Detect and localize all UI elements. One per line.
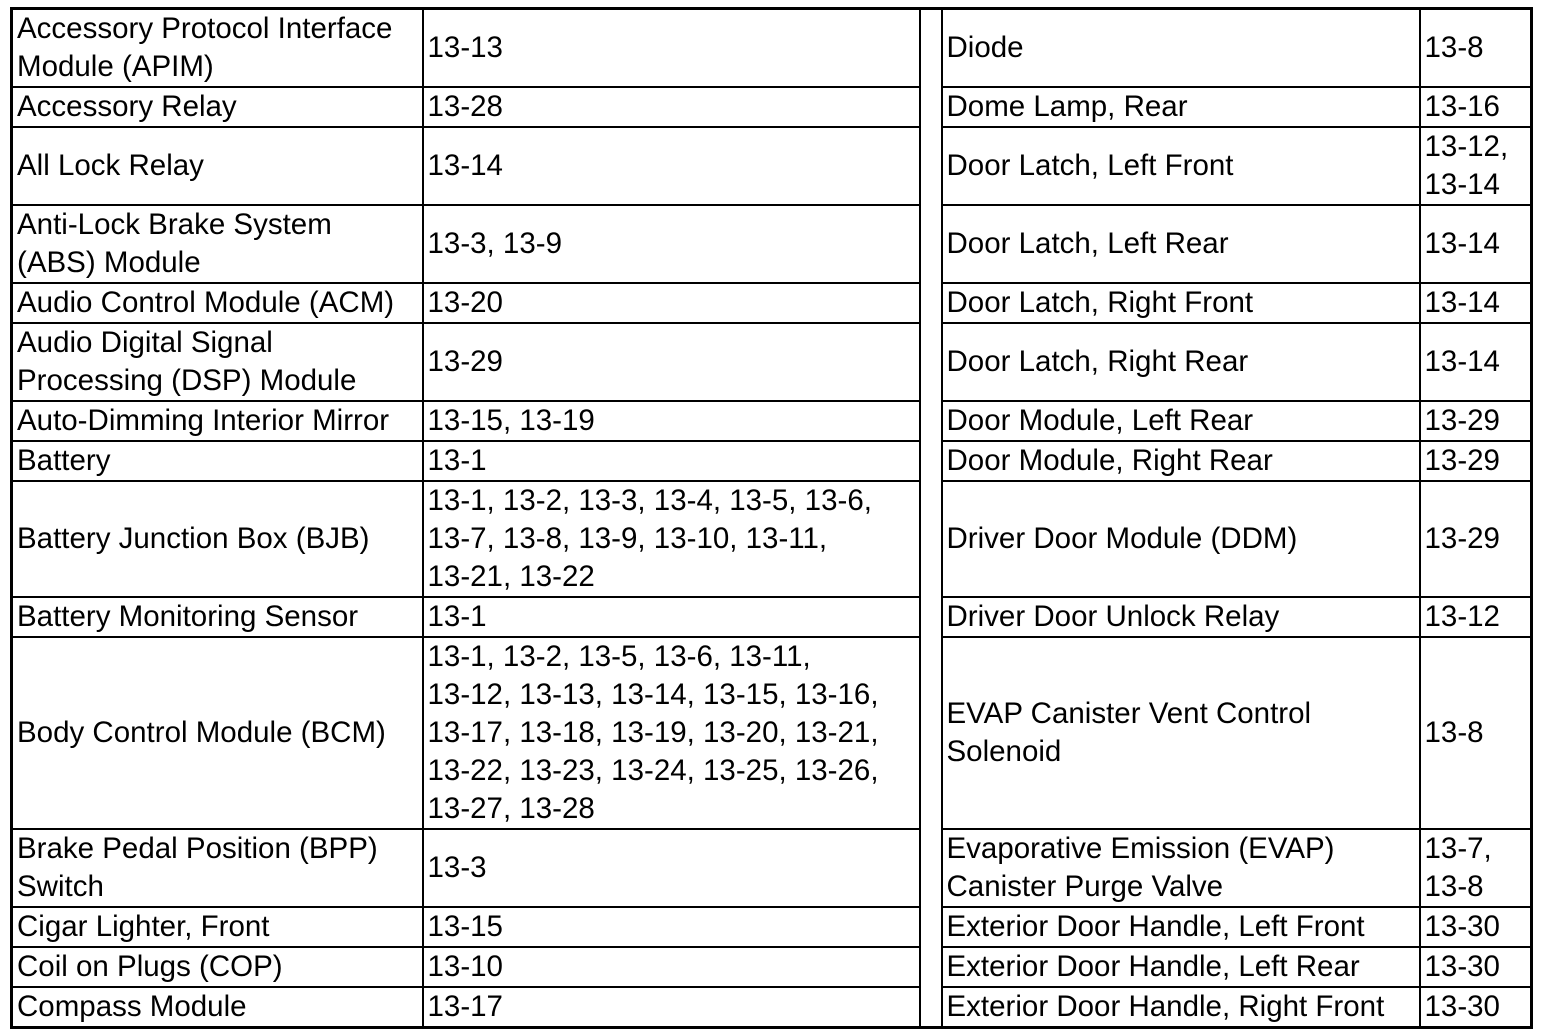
- component-name-cell: Evaporative Emission (EVAP) Canister Purge Valve: [942, 829, 1420, 907]
- component-name-cell: Auto-Dimming Interior Mirror: [12, 401, 423, 441]
- component-name-cell: All Lock Relay: [12, 127, 423, 205]
- page-reference-cell: 13-1: [423, 441, 920, 481]
- table-row: [12, 401, 1532, 441]
- page-reference-cell: 13-1: [423, 597, 920, 637]
- page-reference-cell: 13-28: [423, 87, 920, 127]
- column-gap: [920, 637, 942, 829]
- component-name-cell: Exterior Door Handle, Left Rear: [942, 947, 1420, 987]
- component-name-cell: Compass Module: [12, 987, 423, 1028]
- page-reference-cell: 13-29: [1420, 401, 1532, 441]
- table-row: [12, 481, 1532, 597]
- page-reference-cell: 13-20: [423, 283, 920, 323]
- page-reference-cell: 13-30: [1420, 987, 1532, 1028]
- column-gap: [920, 87, 942, 127]
- component-name-cell: Brake Pedal Position (BPP) Switch: [12, 829, 423, 907]
- column-gap: [920, 127, 942, 205]
- component-name-cell: Coil on Plugs (COP): [12, 947, 423, 987]
- component-name-cell: Cigar Lighter, Front: [12, 907, 423, 947]
- component-name-cell: EVAP Canister Vent Control Solenoid: [942, 637, 1420, 829]
- component-name-cell: Diode: [942, 9, 1420, 88]
- component-name-cell: Accessory Protocol Interface Module (APIM): [12, 9, 423, 88]
- page-reference-cell: 13-12: [1420, 597, 1532, 637]
- component-name-cell: Door Module, Left Rear: [942, 401, 1420, 441]
- page-reference-cell: 13-30: [1420, 907, 1532, 947]
- page-reference-cell: 13-14: [1420, 323, 1532, 401]
- component-name-cell: Driver Door Unlock Relay: [942, 597, 1420, 637]
- component-name-cell: Body Control Module (BCM): [12, 637, 423, 829]
- page-reference-cell: 13-7, 13-8: [1420, 829, 1532, 907]
- column-gap: [920, 987, 942, 1028]
- column-gap: [920, 829, 942, 907]
- column-gap: [920, 401, 942, 441]
- page-reference-cell: 13-30: [1420, 947, 1532, 987]
- table-row: [12, 9, 1532, 88]
- page-reference-cell: 13-14: [1420, 283, 1532, 323]
- page-reference-cell: 13-12, 13-14: [1420, 127, 1532, 205]
- column-gap: [920, 323, 942, 401]
- page-reference-cell: 13-10: [423, 947, 920, 987]
- page-reference-cell: 13-3: [423, 829, 920, 907]
- table-row: [12, 127, 1532, 205]
- component-name-cell: Door Latch, Right Front: [942, 283, 1420, 323]
- page-reference-cell: 13-14: [423, 127, 920, 205]
- table-row: [12, 323, 1532, 401]
- page-reference-cell: 13-13: [423, 9, 920, 88]
- page-reference-cell: 13-17: [423, 987, 920, 1028]
- component-name-cell: Anti-Lock Brake System (ABS) Module: [12, 205, 423, 283]
- component-location-index-table: [10, 7, 1533, 1029]
- component-name-cell: Battery: [12, 441, 423, 481]
- column-gap: [920, 481, 942, 597]
- column-gap: [920, 907, 942, 947]
- page-reference-cell: 13-3, 13-9: [423, 205, 920, 283]
- table-row: [12, 637, 1532, 829]
- page-reference-cell: 13-29: [1420, 481, 1532, 597]
- table-row: [12, 283, 1532, 323]
- component-name-cell: Audio Control Module (ACM): [12, 283, 423, 323]
- table-row: [12, 597, 1532, 637]
- column-gap: [920, 441, 942, 481]
- page-reference-cell: 13-16: [1420, 87, 1532, 127]
- column-gap: [920, 597, 942, 637]
- component-name-cell: Battery Monitoring Sensor: [12, 597, 423, 637]
- table-row: [12, 907, 1532, 947]
- component-name-cell: Exterior Door Handle, Left Front: [942, 907, 1420, 947]
- page-reference-cell: 13-15, 13-19: [423, 401, 920, 441]
- page-reference-cell: 13-8: [1420, 637, 1532, 829]
- component-name-cell: Audio Digital Signal Processing (DSP) Module: [12, 323, 423, 401]
- table-row: [12, 205, 1532, 283]
- page-reference-cell: 13-14: [1420, 205, 1532, 283]
- component-name-cell: Dome Lamp, Rear: [942, 87, 1420, 127]
- page-reference-cell: 13-29: [423, 323, 920, 401]
- column-gap: [920, 205, 942, 283]
- component-name-cell: Door Module, Right Rear: [942, 441, 1420, 481]
- index-table-body: [12, 9, 1532, 1028]
- page-reference-cell: 13-29: [1420, 441, 1532, 481]
- table-row: [12, 87, 1532, 127]
- component-name-cell: Battery Junction Box (BJB): [12, 481, 423, 597]
- component-name-cell: Door Latch, Left Front: [942, 127, 1420, 205]
- page-reference-cell: 13-15: [423, 907, 920, 947]
- column-gap: [920, 283, 942, 323]
- component-name-cell: Door Latch, Left Rear: [942, 205, 1420, 283]
- page-reference-cell: 13-1, 13-2, 13-3, 13-4, 13-5, 13-6, 13-7, 13-8, 13-9, 13-10, 13-11, 13-21, 13-22: [423, 481, 920, 597]
- component-name-cell: Door Latch, Right Rear: [942, 323, 1420, 401]
- table-row: [12, 947, 1532, 987]
- table-row: [12, 441, 1532, 481]
- component-name-cell: Accessory Relay: [12, 87, 423, 127]
- column-gap: [920, 9, 942, 88]
- component-name-cell: Driver Door Module (DDM): [942, 481, 1420, 597]
- table-row: [12, 987, 1532, 1028]
- page-reference-cell: 13-8: [1420, 9, 1532, 88]
- column-gap: [920, 947, 942, 987]
- page-reference-cell: 13-1, 13-2, 13-5, 13-6, 13-11, 13-12, 13-13, 13-14, 13-15, 13-16, 13-17, 13-18, 13-19, 13-20, 13-21, 13-22, 13-23, 13-24, 13-25, 13-26, 13-27, 13-28: [423, 637, 920, 829]
- component-name-cell: Exterior Door Handle, Right Front: [942, 987, 1420, 1028]
- table-row: [12, 829, 1532, 907]
